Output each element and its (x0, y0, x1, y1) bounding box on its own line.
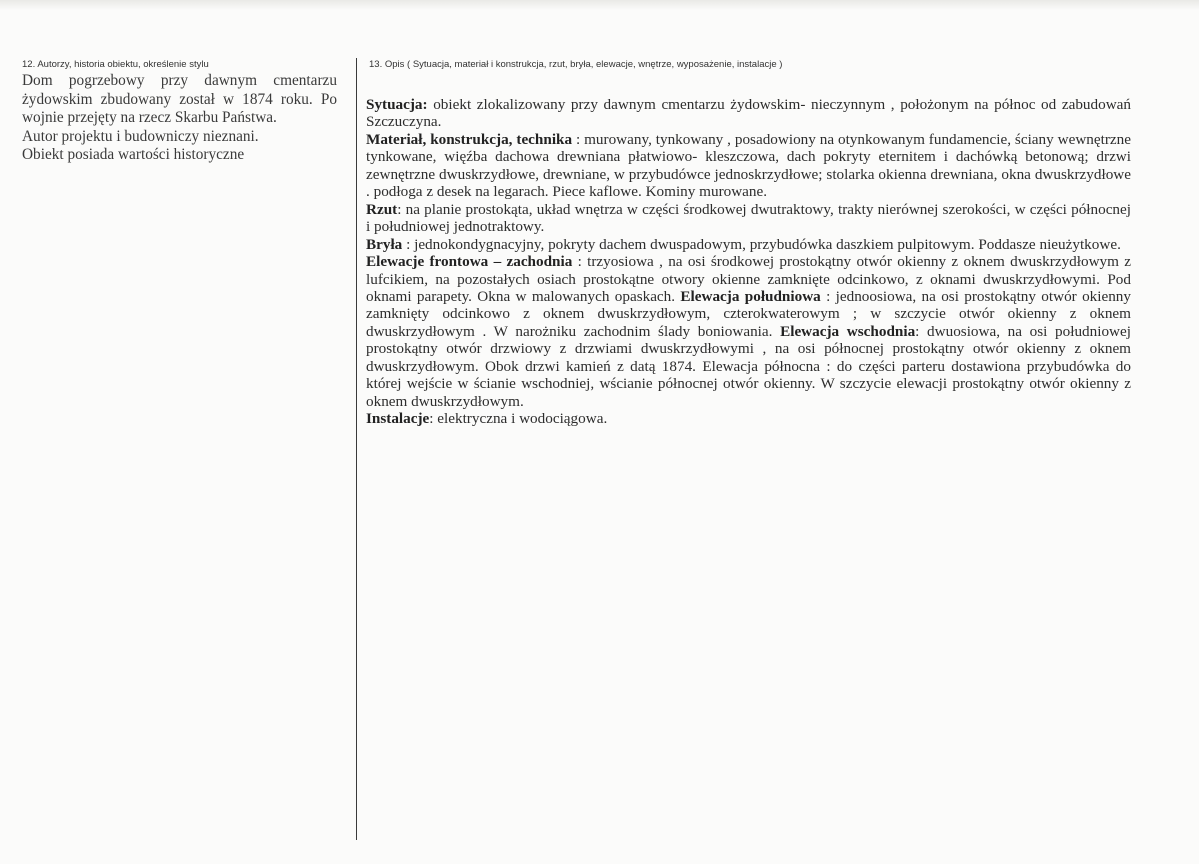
section-12-text (22, 72, 337, 165)
elewacje-paragraph (366, 253, 1131, 410)
elewacja-poludniowa-label: Elewacja południowa (680, 287, 821, 305)
material-label: Materiał, konstrukcja, technika (366, 130, 573, 148)
history-line: Autor projektu i budowniczy nieznani. (22, 127, 259, 145)
bryla-text: : jednokondygnacyjny, pokryty dachem dwuspadowym, przybudówka daszkiem pulpitowym. Poddasze nieużytkowe. (402, 235, 1121, 253)
section-13-heading: 13. Opis ( Sytuacja, materiał i konstrukcja, rzut, bryła, elewacje, wnętrze, wyposażenie, instalacje ) (369, 59, 783, 70)
history-line: Dom pogrzebowy przy dawnym cmentarzu (22, 72, 337, 89)
sytuacja-label: Sytuacja: (366, 96, 428, 113)
rzut-text: : na planie prostokąta, układ wnętrza w części środkowej dwutraktowy, trakty nierównej szerokości, w części północnej i południowej jednotraktowy. (366, 200, 1131, 236)
rzut-paragraph (366, 201, 1131, 236)
elewacja-poludniowa-text: : jednoosiowa, na osi prostokątny otwór okienny zamknięty odcinkowo z oknem dwuskrzydłowym, czterokwaterowym ; w szczycie otwór okienny z oknem dwuskrzydłowym . W narożniku zachodnim ślady boniowania. (366, 287, 1131, 340)
column-divider (356, 58, 357, 840)
elewacja-wschodnia-label: Elewacja wschodnia (780, 322, 916, 340)
sytuacja-text: obiekt zlokalizowany przy dawnym cmentarzu żydowskim- nieczynnym , położonym na północ od zabudowań Szczuczyna. (366, 96, 1131, 131)
bryla-label: Bryła (366, 235, 403, 253)
rzut-label: Rzut (366, 200, 398, 218)
bryla-paragraph (366, 236, 1131, 253)
section-12-heading: 12. Autorzy, historia obiektu, określenie stylu (22, 59, 209, 70)
sytuacja-paragraph (366, 96, 1131, 131)
elewacja-frontowa-text: : trzyosiowa , na osi środkowej prostokątny otwór okienny z oknem dwuskrzydłowym z lufcikiem, na pozostałych osiach prostokątne otwory okienne zamknięte odcinkowo, z oknami dwuskrzydłowymi. Pod oknami parapety. Okna w malowanych opaskach. (366, 253, 1131, 305)
instalacje-paragraph (366, 410, 1131, 427)
scan-top-edge (0, 0, 1199, 10)
section-13-text (366, 96, 1131, 428)
history-line: wojnie przejęty na rzecz Skarbu Państwa. (22, 109, 277, 126)
history-line: Obiekt posiada wartości historyczne (22, 146, 245, 163)
history-line: żydowskim zbudowany został w 1874 roku. Po (22, 90, 337, 108)
instalacje-text: : elektryczna i wodociągowa. (429, 410, 608, 428)
material-paragraph (366, 131, 1131, 201)
elewacja-frontowa-label: Elewacje frontowa – zachodnia (366, 253, 573, 271)
elewacja-wschodnia-text: : dwuosiowa, na osi południowej prostokątny otwór drzwiowy z drzwiami dwuskrzydłowymi , na osi północnej prostokątny otwór okienny z oknem dwuskrzydłowym. Obok drzwi kamień z datą 1874. Elewacja północna : do części parteru dostawiona przybudówka do której wejście w ścianie wschodniej, wścianie północnej otwór okienny. W szczycie elewacji prostokątny otwór okienny z oknem dwuskrzydłowym. (366, 322, 1131, 410)
material-text: : murowany, tynkowany , posadowiony na otynkowanym fundamencie, ściany wewnętrzne tynkowane, więźba dachowa drewniana płatwiowo- kleszczowa, dach pokryty eternitem i dachówką betonową; drzwi zewnętrzne dwuskrzydłowe, drewniane, w przybudówce jednoskrzydłowe; stolarka okienna drewniana, okna dwuskrzydłowe . podłoga z desek na legarach. Piece kaflowe. Kominy murowane. (366, 130, 1131, 201)
instalacje-label: Instalacje (366, 410, 430, 428)
